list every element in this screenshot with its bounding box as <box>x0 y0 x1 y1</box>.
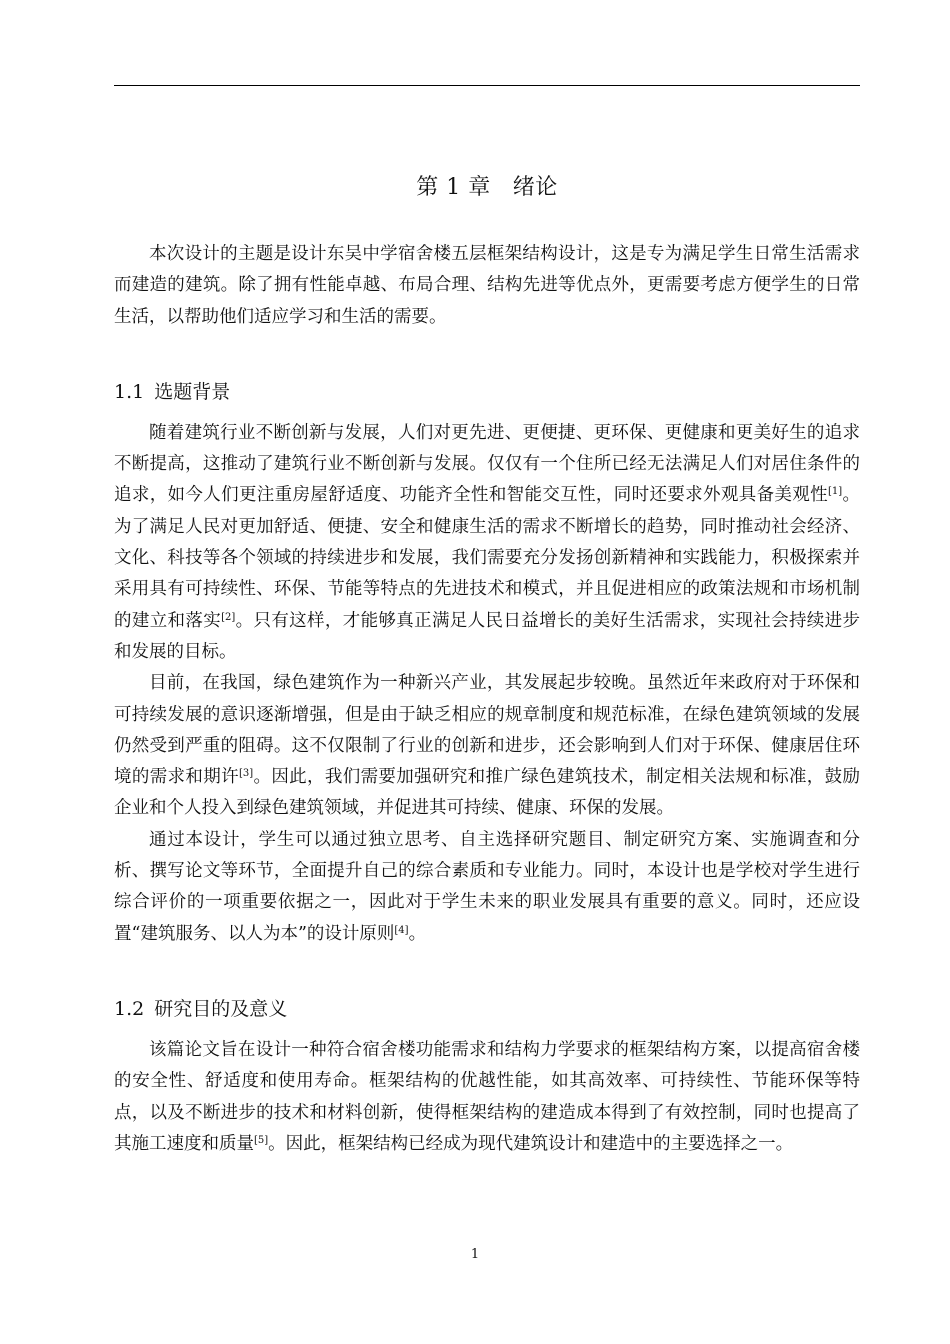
chapter-name: 绪论 <box>512 175 558 200</box>
paragraph-text: 。为了满足人民对更加舒适、便捷、安全和健康生活的需求不断增长的趋势，同时推动社会经济、文化、科技等各个领域的持续进步和发展，我们需要充分发扬创新精神和实践能力，积极探索并采用具有可持续性、环保、节能等特点的先进技术和模式，并且促进相应的政策法规和市场机制的建立和落实 <box>114 485 861 631</box>
citation-ref: [1] <box>827 486 843 498</box>
chapter-title <box>114 170 860 201</box>
section-heading-1-1 <box>114 377 860 404</box>
paragraph-text: 该篇论文旨在设计一种符合宿舍楼功能需求和结构力学要求的框架结构方案，以提高宿舍楼的安全性、舒适度和使用寿命。框架结构的优越性能，如其高效率、可持续性、节能环保等特点，以及不断进步的技术和材料创新，使得框架结构的建造成本得到了有效控制，同时也提高了其施工速度和质量 <box>114 1039 860 1154</box>
page-number: 1 <box>470 1247 480 1262</box>
page-content <box>114 170 860 1160</box>
citation-ref: [2] <box>221 611 236 623</box>
section-heading-1-2 <box>114 994 860 1021</box>
paragraph-text: 随着建筑行业不断创新与发展，人们对更先进、更便捷、更环保、更健康和更美好生的追求不断提高，这推动了建筑行业不断创新与发展。仅仅有一个住所已经无法满足人们对居住条件的追求，如今人们更注重房屋舒适度、功能齐全性和智能交互性，同时还要求外观具备美观性 <box>114 422 860 506</box>
intro-paragraph: 本次设计的主题是设计东吴中学宿舍楼五层框架结构设计，这是专为满足学生日常生活需求而建造的建筑。除了拥有性能卓越、布局合理、结构先进等优点外，更需要考虑方便学生的日常生活，以帮助他们适应学习和生活的需要。 <box>114 244 860 327</box>
section-number: 1.2 <box>114 997 145 1020</box>
body-paragraph <box>114 825 860 950</box>
paragraph-text: 。因此，我们需要加强研究和推广绿色建筑技术，制定相关法规和标准，鼓励企业和个人投入到绿色建筑领域，并促进其可持续、健康、环保的发展。 <box>114 767 861 819</box>
paragraph-text: 。因此，框架结构已经成为现代建筑设计和建造中的主要选择之一。 <box>268 1133 794 1154</box>
citation-ref: [5] <box>254 1134 269 1146</box>
body-paragraph <box>114 418 860 668</box>
body-paragraph <box>114 668 860 824</box>
section-title: 选题背景 <box>154 380 231 403</box>
citation-ref: [3] <box>238 768 254 780</box>
citation-ref: [4] <box>394 924 409 936</box>
header-rule <box>114 85 860 86</box>
paragraph-text: 目前，在我国，绿色建筑作为一种新兴产业，其发展起步较晚。虽然近年来政府对于环保和可持续发展的意识逐渐增强，但是由于缺乏相应的规章制度和规范标准，在绿色建筑领域的发展仍然受到严重的阻碍。这不仅限制了行业的创新和进步，还会影响到人们对于环保、健康居住环境的需求和期许 <box>114 673 860 788</box>
paragraph-text: 通过本设计，学生可以通过独立思考、自主选择研究题目、制定研究方案、实施调查和分析、撰写论文等环节，全面提升自己的综合素质和专业能力。同时，本设计也是学校对学生进行综合评价的一项重要依据之一，因此对于学生未来的职业发展具有重要的意义。同时，还应设置“建筑服务、以人为本”的设计原则 <box>114 829 860 944</box>
paragraph-text: 。只有这样，才能够真正满足人民日益增长的美好生活需求，实现社会持续进步和发展的目标。 <box>114 610 861 662</box>
paragraph-text: 。 <box>408 923 427 944</box>
section-number: 1.1 <box>114 380 145 403</box>
body-paragraph <box>114 1035 860 1160</box>
section-title: 研究目的及意义 <box>154 997 288 1020</box>
chapter-number: 第 1 章 <box>416 175 491 200</box>
